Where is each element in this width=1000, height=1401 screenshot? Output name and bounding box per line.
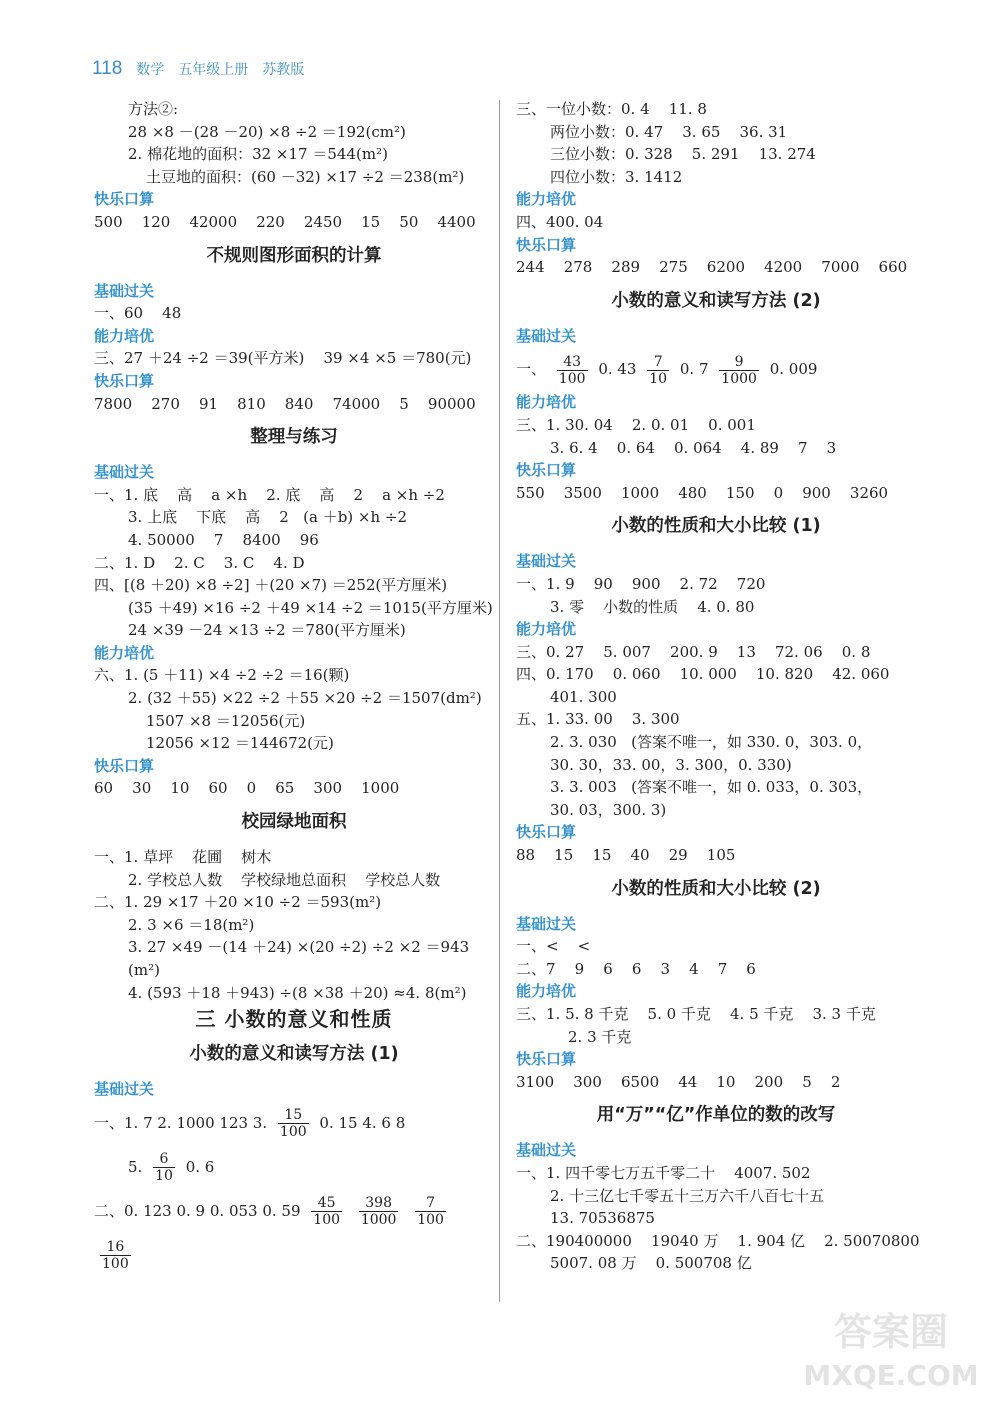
section-label: 快乐口算 <box>516 1050 577 1069</box>
answer-text: 0. 7 <box>679 360 709 379</box>
lesson-title: 用“万”“亿”作单位的数的改写 <box>596 1105 836 1126</box>
section-label: 能力培优 <box>516 393 577 412</box>
answer-line: 5007. 08 万 0. 500708 亿 <box>550 1254 752 1273</box>
numerator: 45 <box>311 1195 342 1212</box>
section-label: 能力培优 <box>94 643 155 662</box>
answer-text: 5. <box>128 1157 143 1176</box>
fraction <box>100 1239 131 1272</box>
answer-text: 0. 15 4. 6 8 <box>319 1113 406 1132</box>
answer-line: 88 15 15 40 29 105 <box>516 846 736 865</box>
answer-line: 一、< < <box>516 937 591 956</box>
section-label: 能力培优 <box>516 620 577 639</box>
answer-line: 四、[(8 ＋20) ×8 ÷2] ＋(20 ×7) ＝252(平方厘米) <box>94 576 448 595</box>
answer-line: 三、一位小数：0. 4 11. 8 <box>516 100 707 118</box>
answer-line: 550 3500 1000 480 150 0 900 3260 <box>516 483 889 502</box>
denominator: 100 <box>279 1124 307 1141</box>
answer-line: 2. 3 千克 <box>568 1027 632 1046</box>
numerator: 398 <box>359 1195 399 1212</box>
answer-line: 三、0. 27 5. 007 200. 9 13 72. 06 0. 8 <box>516 642 871 661</box>
answer-text: 0. 43 <box>598 360 637 379</box>
fraction <box>557 354 588 387</box>
lesson-title: 整理与练习 <box>250 427 338 448</box>
watermark-bottom: MXQE.COM <box>803 1359 979 1392</box>
answer-line: 3. 6. 4 0. 64 0. 064 4. 89 7 3 <box>550 438 837 457</box>
answer-text: 0. 6 <box>185 1157 215 1176</box>
answer-line: 一、60 48 <box>94 304 182 323</box>
header-grade: 五年级上册 <box>178 62 249 78</box>
lesson-title: 小数的性质和大小比较 (2) <box>611 878 821 899</box>
answer-line: 500 120 42000 220 2450 15 50 4400 <box>94 212 476 231</box>
answer-line: 二、190400000 19040 万 1. 904 亿 2. 50070800 <box>516 1231 920 1250</box>
numerator: 16 <box>100 1239 131 1256</box>
section-label: 快乐口算 <box>516 461 577 480</box>
header-subject: 数学 <box>136 62 165 78</box>
denominator: 1000 <box>360 1212 397 1229</box>
section-label: 能力培优 <box>516 982 577 1001</box>
answer-line: 7800 270 91 810 840 74000 5 90000 <box>94 394 476 413</box>
fraction <box>278 1107 309 1140</box>
numerator: 43 <box>557 354 588 371</box>
page-header <box>92 58 304 86</box>
answer-line: 13. 70536875 <box>550 1209 655 1228</box>
section-label: 快乐口算 <box>516 235 577 254</box>
answer-line: 一、1. 草坪 花圃 树木 <box>94 848 272 867</box>
answer-line: 3. 27 ×49 －(14 ＋24) ×(20 ÷2) ÷2 ×2 ＝943 <box>128 938 470 957</box>
denominator: 100 <box>417 1212 444 1229</box>
denominator: 1000 <box>721 370 757 387</box>
numerator: 7 <box>415 1195 446 1212</box>
section-label: 快乐口算 <box>94 371 155 390</box>
fraction <box>153 1151 175 1184</box>
numerator: 15 <box>278 1107 309 1124</box>
left-column <box>94 98 494 1277</box>
answer-line: 方法②: <box>128 100 179 118</box>
fraction <box>647 354 669 387</box>
denominator: 100 <box>102 1256 129 1273</box>
answer-line: 3. 上底 下底 高 2 (a ＋b) ×h ÷2 <box>128 508 408 527</box>
answer-text: 二、0. 123 0. 9 0. 053 0. 59 <box>94 1201 301 1220</box>
answer-line: 四、400. 04 <box>516 212 604 231</box>
answer-line: (m²) <box>128 961 160 979</box>
answer-line: 三、1. 5. 8 千克 5. 0 千克 4. 5 千克 3. 3 千克 <box>516 1005 876 1023</box>
answer-line: 401. 300 <box>550 687 617 706</box>
section-label: 基础过关 <box>516 552 577 571</box>
section-label: 能力培优 <box>94 326 155 345</box>
answer-line: 二、1. 29 ×17 ＋20 ×10 ÷2 ＝593(m²) <box>94 893 382 912</box>
answer-line <box>516 347 916 391</box>
section-label: 基础过关 <box>516 914 577 933</box>
lesson-title: 校园绿地面积 <box>241 812 347 833</box>
answer-line: 3. 3. 003 (答案不唯一，如 0. 033，0. 303， <box>550 778 873 797</box>
denominator: 10 <box>649 370 668 387</box>
fraction <box>415 1195 446 1228</box>
answer-line: 一、1. 四千零七万五千零二十 4007. 502 <box>516 1163 811 1182</box>
watermark-logo <box>796 1299 986 1395</box>
answer-line: 两位小数：0. 47 3. 65 36. 31 <box>550 122 788 141</box>
answer-line: 24 ×39 －24 ×13 ÷2 ＝780(平方厘米) <box>128 621 406 640</box>
section-label: 快乐口算 <box>516 823 577 842</box>
answer-line: 土豆地的面积：(60 －32) ×17 ÷2 ＝238(m²) <box>146 167 465 186</box>
answer-line: 3. 零 小数的性质 4. 0. 80 <box>550 597 755 616</box>
right-column <box>516 98 920 1275</box>
answer-line: 4. (593 ＋18 ＋943) ÷(8 ×38 ＋20) ≈4. 8(m²) <box>128 983 467 1002</box>
column-divider <box>499 100 500 1302</box>
answer-line: 30. 03，300. 3) <box>550 800 667 819</box>
answer-line: 2. 十三亿七千零五十三万六千八百七十五 <box>550 1186 825 1205</box>
lesson-title: 不规则图形面积的计算 <box>206 245 382 266</box>
section-label: 基础过关 <box>94 1080 155 1099</box>
answer-line: (35 ＋49) ×16 ÷2 ＋49 ×14 ÷2 ＝1015(平方厘米) <box>128 598 493 617</box>
answer-line: 244 278 289 275 6200 4200 7000 660 <box>516 258 908 277</box>
answer-line: 五、1. 33. 00 3. 300 <box>516 710 680 729</box>
numerator: 9 <box>719 354 759 371</box>
lesson-title: 小数的意义和读写方法 (2) <box>611 290 821 311</box>
answer-text: 0. 009 <box>769 360 818 379</box>
answer-line: 三、27 ＋24 ÷2 ＝39(平方米) 39 ×4 ×5 ＝780(元) <box>94 349 472 368</box>
answer-text: 一、1. 7 2. 1000 123 3. <box>94 1113 268 1132</box>
answer-line: 三位小数：0. 328 5. 291 13. 274 <box>550 145 816 164</box>
answer-line: 六、1. (5 ＋11) ×4 ÷2 ÷2 ＝16(颗) <box>94 666 350 685</box>
answer-line: 60 30 10 60 0 65 300 1000 <box>94 779 400 798</box>
section-label: 基础过关 <box>516 326 577 345</box>
answer-line: 二、1. D 2. C 3. C 4. D <box>94 553 305 572</box>
answer-line: 2. 棉花地的面积：32 ×17 ＝544(m²) <box>128 145 388 164</box>
answer-line <box>94 1145 494 1189</box>
answer-line: 2. 3 ×6 ＝18(m²) <box>128 915 255 934</box>
section-label: 快乐口算 <box>94 756 155 775</box>
section-label: 基础过关 <box>94 463 155 482</box>
answer-line: 2. (32 ＋55) ×22 ÷2 ＋55 ×20 ÷2 ＝1507(dm²) <box>128 689 482 708</box>
chapter-title: 三 小数的意义和性质 <box>195 1007 393 1032</box>
answer-line: 四位小数：3. 1412 <box>550 167 683 186</box>
fraction <box>719 354 759 387</box>
numerator: 7 <box>647 354 669 371</box>
answer-line: 4. 50000 7 8400 96 <box>128 530 319 549</box>
section-label: 基础过关 <box>516 1141 577 1160</box>
answer-line: 二、7 9 6 6 3 4 7 6 <box>516 959 756 978</box>
answer-line: 12056 ×12 ＝144672(元) <box>146 734 334 753</box>
page-number: 118 <box>92 58 123 79</box>
answer-line: 2. 学校总人数 学校绿地总面积 学校总人数 <box>128 870 441 889</box>
section-label: 能力培优 <box>516 190 577 209</box>
answer-line <box>94 1233 494 1277</box>
answer-line: 一、1. 9 90 900 2. 72 720 <box>516 574 766 593</box>
answer-line: 2. 3. 030 (答案不唯一，如 330. 0，303. 0， <box>550 733 873 752</box>
denominator: 100 <box>313 1212 341 1229</box>
answer-line: 3100 300 6500 44 10 200 5 2 <box>516 1072 841 1091</box>
answer-line: 1507 ×8 ＝12056(元) <box>146 711 306 730</box>
denominator: 100 <box>558 370 586 387</box>
section-label: 快乐口算 <box>94 190 155 209</box>
numerator: 6 <box>153 1151 175 1168</box>
fraction <box>311 1195 342 1228</box>
answer-line <box>94 1189 494 1233</box>
answer-line: 四、0. 170 0. 060 10. 000 10. 820 42. 060 <box>516 665 890 684</box>
answer-line: 28 ×8 －(28 －20) ×8 ÷2 ＝192(cm²) <box>128 122 406 141</box>
header-edition: 苏教版 <box>262 62 305 78</box>
denominator: 10 <box>155 1168 173 1185</box>
answer-text: 一、 <box>516 360 547 379</box>
answer-line: 一、1. 底 高 a ×h 2. 底 高 2 a ×h ÷2 <box>94 485 445 504</box>
answer-line <box>94 1101 494 1145</box>
lesson-title: 小数的性质和大小比较 (1) <box>611 516 821 537</box>
watermark-top: 答案圈 <box>833 1310 949 1354</box>
section-label: 基础过关 <box>94 281 155 300</box>
fraction <box>359 1195 399 1228</box>
lesson-title: 小数的意义和读写方法 (1) <box>189 1044 399 1065</box>
answer-line: 30. 30，33. 00，3. 300，0. 330) <box>550 755 792 774</box>
answer-line: 三、1. 30. 04 2. 0. 01 0. 001 <box>516 415 756 434</box>
